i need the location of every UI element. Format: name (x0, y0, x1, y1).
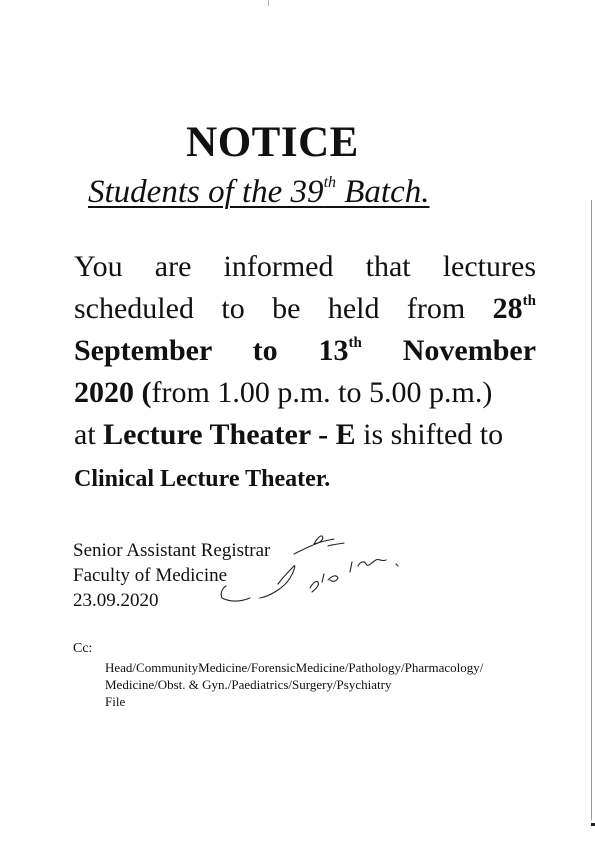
end-day-ordinal: th (348, 335, 362, 351)
at-word: at (74, 418, 104, 451)
body-line-5 (74, 414, 536, 456)
notice-body (74, 246, 536, 500)
end-date (319, 334, 362, 367)
cc-label: Cc: (73, 641, 93, 656)
body-line-2 (74, 288, 536, 330)
notice-audience (88, 174, 430, 211)
lecture-time: from 1.00 p.m. to 5.00 p.m.) (151, 376, 493, 409)
cc-line-1: Head/CommunityMedicine/ForensicMedicine/Pathology/Pharmacology/ (105, 660, 484, 675)
year: 2020 (74, 376, 134, 409)
body-line-3 (74, 330, 536, 372)
new-venue: Clinical Lecture Theater. (74, 466, 331, 492)
shifted-text: is shifted to (355, 418, 504, 451)
body-line-1: You are informed that lectures (74, 250, 536, 283)
cc-line-3: File (105, 694, 126, 709)
body-line-4 (74, 372, 536, 414)
old-venue: Lecture Theater - E (103, 418, 356, 451)
scan-edge-mark (591, 823, 595, 826)
audience-suffix: Batch. (336, 174, 430, 210)
handwritten-signature (210, 516, 410, 616)
scan-edge-line (591, 200, 592, 820)
audience-ordinal: th (323, 174, 337, 191)
end-month: November (402, 334, 537, 367)
end-day: 13 (318, 334, 349, 367)
body-line-2-text: scheduled to be held from (74, 292, 493, 325)
cc-recipients (105, 659, 483, 710)
paren-open: ( (134, 376, 152, 409)
start-month: September (74, 334, 212, 367)
scan-tick-mark (268, 0, 269, 6)
audience-prefix: Students of the 39 (88, 174, 324, 210)
start-day-ordinal: th (522, 293, 536, 309)
signatory-faculty: Faculty of Medicine (73, 565, 228, 586)
notice-title: NOTICE (186, 119, 359, 166)
start-date (493, 292, 536, 325)
start-day: 28 (492, 292, 523, 325)
signatory-role: Senior Assistant Registrar (73, 540, 271, 561)
cc-line-2: Medicine/Obst. & Gyn./Paediatrics/Surgery/Psychiatry (105, 677, 392, 692)
range-to: to (252, 334, 278, 367)
notice-date: 23.09.2020 (73, 590, 159, 611)
